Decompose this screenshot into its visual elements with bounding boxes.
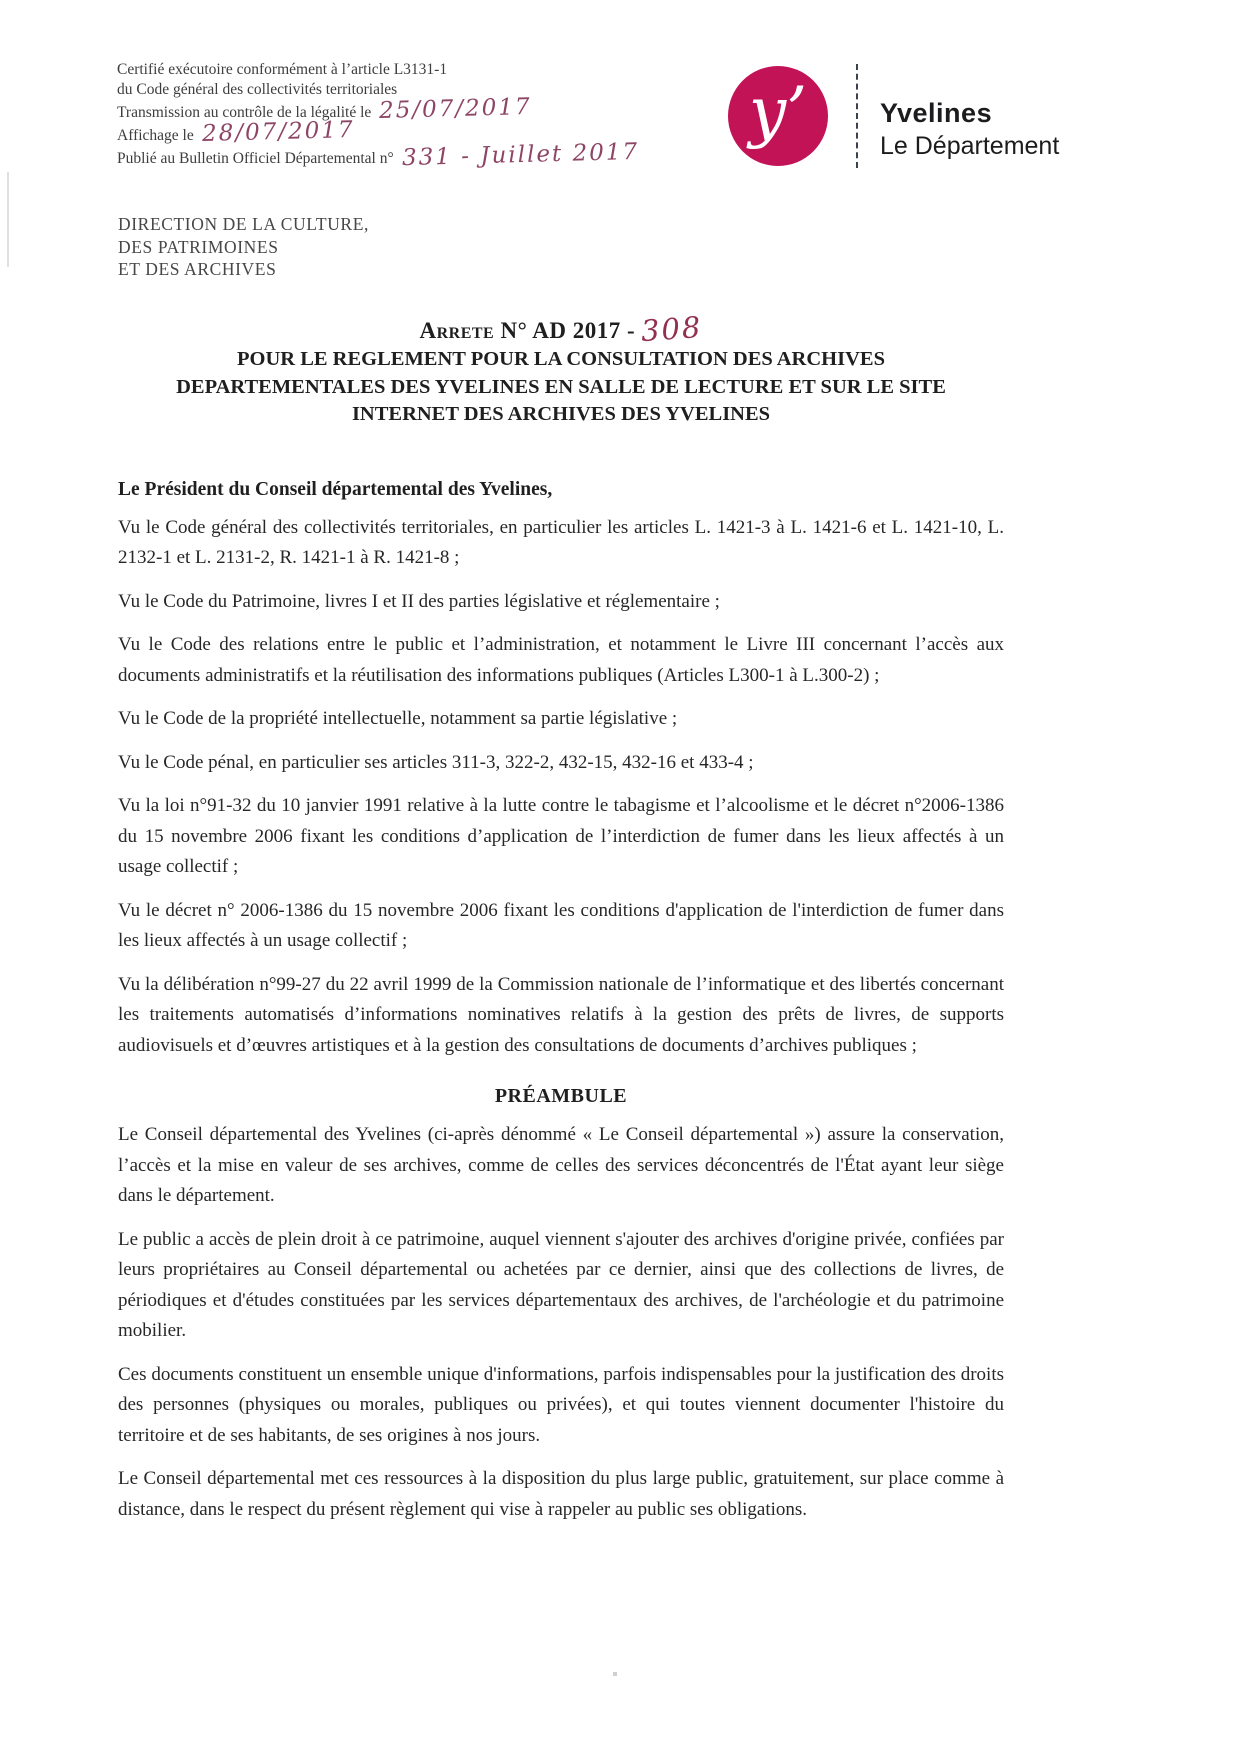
vu-paragraph: Vu le Code des relations entre le public et l’administration, et notamment le Livre III concernant l’accès aux documents administratifs et la réutilisation des informations publiques (Articles L300-1 à L.300-2) ; (118, 634, 1004, 686)
direction-line-3: ET DES ARCHIVES (118, 259, 277, 279)
preambule-heading: PRÉAMBULE (494, 1085, 628, 1107)
preambule-paragraph: Le Conseil départemental des Yvelines (ci-après dénommé « Le Conseil départemental ») assure la conservation, l’accès et la mise en valeur de ses archives, comme de celles des services déconcentrés de l'État ayant leur siège dans le département. (118, 1124, 1004, 1206)
vu-paragraph: Vu le Code du Patrimoine, livres I et II des parties législative et réglementaire ; (118, 590, 720, 612)
certification-block (117, 60, 677, 172)
certification-line-1: Certifié exécutoire conformément à l’article L3131-1 (117, 61, 448, 78)
title-line-4: INTERNET DES ARCHIVES DES YVELINES (351, 403, 771, 425)
scan-artifact-line (7, 172, 9, 267)
transmission-date-handwritten: 25/07/2017 (378, 94, 533, 124)
document-content (118, 213, 1004, 1525)
transmission-label: Transmission au contrôle de la légalité le (117, 104, 372, 121)
scan-artifact-speck (613, 1672, 617, 1676)
document-title (118, 309, 1004, 429)
affichage-label: Affichage le (117, 127, 194, 144)
certification-line-2: du Code général des collectivités territoriales (117, 81, 398, 98)
vu-paragraph: Vu le Code de la propriété intellectuelle, notamment sa partie législative ; (118, 708, 678, 729)
direction-block (118, 213, 1004, 281)
yvelines-logo (728, 64, 1059, 168)
title-line-3: DEPARTEMENTALES DES YVELINES EN SALLE DE LECTURE ET SUR LE SITE (176, 375, 946, 398)
title-arrete-number: Arrete N° AD 2017 - (419, 317, 636, 343)
publication-number-handwritten: 331 - Juillet 2017 (401, 138, 640, 172)
preambule-paragraph: Le Conseil départemental met ces ressources à la disposition du plus large public, gratuitement, sur place comme à distance, dans le respect du présent règlement qui vise à rappeler au public ses obligations. (118, 1468, 1004, 1520)
salutation: Le Président du Conseil départemental des Yvelines, (118, 478, 553, 500)
direction-line-2: DES PATRIMOINES (118, 236, 279, 257)
publication-label: Publié au Bulletin Officiel Départemental n° (117, 150, 394, 167)
title-handwritten-number: 308 (639, 309, 704, 348)
title-line-1 (118, 309, 1004, 348)
preambule-paragraphs (118, 1120, 1004, 1525)
logo-name: Yvelines (880, 97, 993, 128)
vu-paragraph: Vu le Code général des collectivités territoriales, en particulier les articles L. 1421-3 à L. 1421-6 et L. 1421-10, L. 2132-1 et L. 2131-2, R. 1421-1 à R. 1421-8 ; (118, 516, 1004, 568)
preambule-paragraph: Le public a accès de plein droit à ce patrimoine, auquel viennent s'ajouter des archives d'origine privée, confiées par leurs propriétaires au Conseil départemental ou achetées par ce dernier, ainsi que des collections de livres, de périodiques et d'études constituées par les services départementaux des archives, de l'archéologie et du patrimoine mobilier. (118, 1228, 1004, 1341)
publication-line (117, 138, 677, 172)
title-line-2: POUR LE REGLEMENT POUR LA CONSULTATION DES ARCHIVES (237, 348, 885, 370)
affichage-date-handwritten: 28/07/2017 (201, 117, 355, 147)
transmission-line (117, 94, 677, 124)
vu-paragraph: Vu la délibération n°99-27 du 22 avril 1999 de la Commission nationale de l’informatique et des libertés concernant les traitements automatisés d’informations nominatives relatifs à la gestion des prêts de livres, de supports audiovisuels et d’œuvres artistiques et à la gestion des consultations de documents d’archives publiques ; (118, 973, 1004, 1056)
vu-clauses (118, 513, 1004, 1062)
logo-subtitle: Le Département (880, 131, 1060, 160)
vu-paragraph: Vu le Code pénal, en particulier ses articles 311-3, 322-2, 432-15, 432-16 et 433-4 ; (118, 751, 754, 773)
direction-line-1: DIRECTION DE LA CULTURE, (118, 214, 369, 234)
logo-divider (856, 64, 858, 168)
preambule-paragraph: Ces documents constituent un ensemble unique d'informations, parfois indispensables pour la justification des droits des personnes (physiques ou morales, publiques ou privées), et qui toutes viennent documenter l'histoire du territoire et de ses habitants, de ses origines à nos jours. (118, 1363, 1004, 1446)
vu-paragraph: Vu le décret n° 2006-1386 du 15 novembre 2006 fixant les conditions d'application de l'interdiction de fumer dans les lieux affectés à un usage collectif ; (118, 899, 1004, 951)
yvelines-monogram-icon: y’ (728, 66, 828, 166)
vu-paragraph: Vu la loi n°91-32 du 10 janvier 1991 relative à la lutte contre le tabagisme et l’alcoolisme et le décret n°2006-1386 du 15 novembre 2006 fixant les conditions d’application de l’interdiction de fumer dans les lieux affectés à un usage collectif ; (118, 795, 1004, 877)
logo-text (880, 72, 1059, 161)
